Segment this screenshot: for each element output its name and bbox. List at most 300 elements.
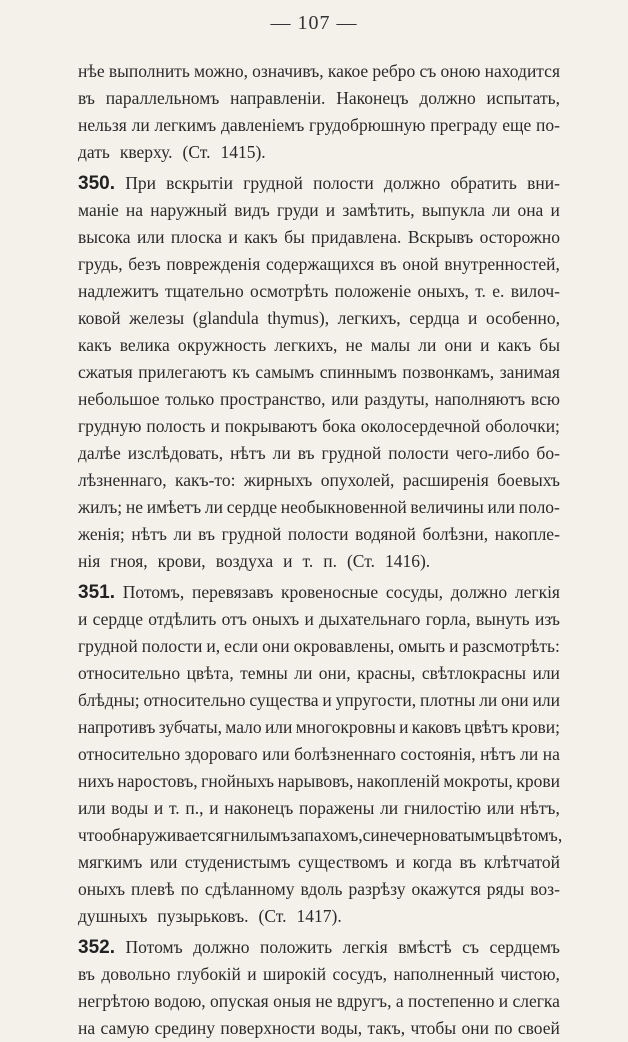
word: сдѣланному bbox=[204, 879, 295, 899]
word: не bbox=[125, 497, 143, 517]
word: накопленій bbox=[356, 771, 440, 791]
word: или bbox=[331, 389, 359, 409]
word: пузырьковъ. bbox=[157, 906, 249, 926]
word: нихъ bbox=[78, 771, 114, 791]
word: легкимъ bbox=[154, 115, 217, 135]
text-line bbox=[78, 494, 560, 521]
text-line bbox=[78, 359, 560, 386]
word: придавлена. bbox=[311, 227, 402, 247]
word: внутренностей, bbox=[444, 254, 560, 274]
word: легкія bbox=[342, 937, 388, 957]
word: или bbox=[532, 663, 560, 683]
word: разсмотрѣть: bbox=[462, 636, 560, 656]
word: окровавлены, bbox=[293, 636, 395, 656]
text-line bbox=[78, 278, 560, 305]
word: надлежитъ bbox=[78, 281, 159, 301]
word: она bbox=[517, 200, 544, 220]
text-line bbox=[78, 386, 560, 413]
word: поло- bbox=[518, 497, 560, 517]
word: нѣтъ bbox=[131, 524, 167, 544]
word: если bbox=[224, 636, 259, 656]
word: поражены bbox=[298, 798, 375, 818]
word: (Ст. bbox=[258, 906, 287, 926]
word: вилоч- bbox=[510, 281, 560, 301]
word: нѣтъ bbox=[480, 744, 516, 764]
text-line bbox=[78, 197, 560, 224]
text-line bbox=[78, 305, 560, 332]
word: грудную bbox=[78, 416, 142, 436]
word: гнилостію bbox=[403, 798, 482, 818]
word: означивъ, bbox=[252, 61, 324, 81]
word: дыхательнаго bbox=[319, 609, 421, 629]
word: полости bbox=[287, 524, 349, 544]
word: душныхъ bbox=[78, 906, 148, 926]
word: боевыхъ bbox=[497, 470, 560, 490]
word: крови; bbox=[511, 717, 560, 737]
word: груди bbox=[276, 200, 319, 220]
word: грудной bbox=[321, 443, 382, 463]
word: такъ, bbox=[367, 1018, 406, 1038]
word: болѣзненнаго bbox=[294, 744, 396, 764]
word: къ bbox=[232, 362, 250, 382]
word: разрѣзу bbox=[348, 879, 406, 899]
word: можно, bbox=[193, 61, 248, 81]
word: воздуха bbox=[215, 551, 274, 571]
word: поврежденія bbox=[166, 254, 261, 274]
word: вынуть bbox=[475, 609, 530, 629]
word: необыкновенной bbox=[280, 497, 407, 517]
word: въ bbox=[459, 852, 477, 872]
word: должно bbox=[383, 173, 441, 193]
word: малы bbox=[370, 335, 411, 355]
word: испытать, bbox=[486, 88, 560, 108]
word: и bbox=[210, 416, 220, 436]
word: нѣтъ, bbox=[519, 798, 560, 818]
word: водою, bbox=[154, 991, 206, 1011]
word: оныхъ bbox=[78, 879, 126, 899]
word: е. bbox=[492, 281, 505, 301]
word: покрываютъ bbox=[224, 416, 318, 436]
word: осторожно bbox=[479, 227, 560, 247]
word: воды, bbox=[320, 1018, 363, 1038]
word: сосуды, bbox=[385, 582, 444, 602]
word: изъ bbox=[534, 609, 560, 629]
word: т. bbox=[475, 281, 486, 301]
word: или bbox=[149, 852, 178, 872]
word: и bbox=[480, 335, 490, 355]
word: и bbox=[325, 200, 336, 220]
word: чего-либо bbox=[455, 443, 530, 463]
section-start-line bbox=[78, 579, 560, 606]
word: что bbox=[78, 825, 103, 845]
word: негрѣтою bbox=[78, 991, 150, 1011]
word: преграду bbox=[430, 115, 498, 135]
word: имѣетъ bbox=[146, 497, 202, 517]
word: величины bbox=[410, 497, 484, 517]
word: нельзя bbox=[78, 115, 127, 135]
word: мокроты, bbox=[443, 771, 513, 791]
word: легкія bbox=[514, 582, 560, 602]
word: и bbox=[304, 609, 314, 629]
section-number: 350. bbox=[78, 173, 115, 194]
word: плоска bbox=[170, 227, 222, 247]
text-line bbox=[78, 961, 560, 988]
word: какъ bbox=[78, 335, 112, 355]
word: содержащихся bbox=[265, 254, 375, 274]
word: высока bbox=[78, 227, 131, 247]
word: сердце bbox=[92, 609, 143, 629]
word: въ bbox=[78, 88, 95, 108]
text-line bbox=[78, 606, 560, 633]
word: самымъ bbox=[255, 362, 315, 382]
word: свѣтлокрасны bbox=[421, 663, 526, 683]
text-line bbox=[78, 988, 560, 1015]
text-line bbox=[78, 251, 560, 278]
word: осмотрѣть bbox=[250, 281, 329, 301]
word: и, bbox=[206, 636, 221, 656]
word: и bbox=[283, 551, 293, 571]
word: мягкимъ bbox=[78, 852, 143, 872]
word: изслѣдовать, bbox=[127, 443, 224, 463]
word: относительно bbox=[143, 690, 246, 710]
word: еще bbox=[502, 115, 532, 135]
word: ли bbox=[204, 497, 223, 517]
word: жирныхъ bbox=[243, 470, 313, 490]
word: кровеносные bbox=[280, 582, 379, 602]
word: существа bbox=[249, 690, 319, 710]
word: относительно bbox=[78, 663, 181, 683]
word: обнаруживается bbox=[102, 825, 224, 845]
word: всю bbox=[530, 389, 560, 409]
word: чтобы bbox=[410, 1018, 457, 1038]
text-line bbox=[78, 660, 560, 687]
word: оной bbox=[402, 254, 439, 274]
word: цвѣтомъ, bbox=[494, 825, 563, 845]
word: глубокій bbox=[176, 964, 241, 984]
word: п. bbox=[323, 551, 337, 571]
word: они bbox=[444, 335, 472, 355]
text-line bbox=[78, 224, 560, 251]
text-line bbox=[78, 822, 563, 849]
word: и bbox=[228, 227, 238, 247]
text-line bbox=[78, 876, 560, 903]
word: полости bbox=[313, 173, 374, 193]
text-line bbox=[78, 795, 560, 822]
page-number: — 107 — bbox=[270, 12, 358, 34]
word: должно bbox=[450, 582, 508, 602]
word: ковой bbox=[78, 308, 121, 328]
word: легкихъ, bbox=[274, 335, 338, 355]
word: видъ bbox=[234, 200, 270, 220]
word: слегка bbox=[512, 991, 560, 1011]
word: крови, bbox=[157, 551, 206, 571]
word: прилегаютъ bbox=[138, 362, 227, 382]
word: или bbox=[136, 227, 165, 247]
word: они, bbox=[318, 663, 351, 683]
text-line bbox=[78, 741, 560, 768]
word: ли bbox=[479, 690, 498, 710]
word: ли bbox=[520, 744, 539, 764]
word: какое bbox=[327, 61, 369, 81]
word: синечерноватымъ bbox=[362, 825, 495, 845]
word: отдѣлить bbox=[148, 609, 217, 629]
word: сосудъ, bbox=[332, 964, 388, 984]
word: ли bbox=[380, 798, 399, 818]
word: направленіи. bbox=[230, 88, 326, 108]
word: они bbox=[262, 636, 290, 656]
word: вни- bbox=[527, 173, 560, 193]
word: нія bbox=[78, 551, 101, 571]
text-line bbox=[78, 633, 560, 660]
word: выпукла bbox=[421, 200, 485, 220]
word: бы bbox=[284, 227, 305, 247]
word: обратить bbox=[450, 173, 517, 193]
text-line bbox=[78, 467, 560, 494]
word: кверху. bbox=[119, 142, 173, 162]
word: клѣтчатой bbox=[483, 852, 560, 872]
word: на bbox=[542, 744, 560, 764]
word: водяной bbox=[355, 524, 416, 544]
text-line bbox=[78, 768, 560, 795]
word: когда bbox=[412, 852, 452, 872]
word: состоянія, bbox=[400, 744, 476, 764]
word: дать bbox=[78, 142, 110, 162]
word: грудной bbox=[78, 636, 138, 656]
word: упругости, bbox=[335, 690, 417, 710]
word: самую bbox=[100, 1018, 150, 1038]
body-text bbox=[78, 58, 563, 1042]
word: ли bbox=[294, 663, 313, 683]
word: они bbox=[501, 690, 529, 710]
word: или bbox=[264, 717, 293, 737]
word: бо- bbox=[536, 443, 560, 463]
section-start-line bbox=[78, 170, 560, 197]
word: должно bbox=[193, 937, 250, 957]
word: красны, bbox=[357, 663, 416, 683]
word: вмѣстѣ bbox=[398, 937, 452, 957]
word: довольно bbox=[101, 964, 171, 984]
text-line bbox=[78, 332, 560, 359]
word: темны bbox=[240, 663, 288, 683]
word: грудной bbox=[243, 173, 303, 193]
word: т. bbox=[302, 551, 314, 571]
section-number: 351. bbox=[78, 582, 115, 603]
text-line bbox=[78, 440, 560, 467]
word: средину bbox=[154, 1018, 216, 1038]
word: вскрытіи bbox=[166, 173, 233, 193]
word: полости bbox=[141, 636, 203, 656]
word: давленіемъ bbox=[220, 115, 305, 135]
word: жилъ; bbox=[78, 497, 123, 517]
word: раздуты, bbox=[364, 389, 429, 409]
word: тщательно bbox=[165, 281, 244, 301]
word: сердца bbox=[409, 308, 460, 328]
word: съ bbox=[419, 61, 437, 81]
word: накопле- bbox=[494, 524, 560, 544]
word: 1417). bbox=[296, 906, 342, 926]
section-number: 352. bbox=[78, 937, 115, 958]
word: п., bbox=[185, 798, 204, 818]
word: опуская bbox=[210, 991, 269, 1011]
text-line bbox=[78, 548, 560, 575]
word: расширенія bbox=[402, 470, 489, 490]
word: и bbox=[399, 717, 409, 737]
word: а bbox=[395, 991, 404, 1011]
word: нѣе bbox=[78, 61, 105, 81]
word: плотны bbox=[419, 690, 476, 710]
word: и bbox=[322, 690, 332, 710]
word: наружный bbox=[150, 200, 227, 220]
word: цвѣта, bbox=[186, 663, 234, 683]
word: (Ст. bbox=[346, 551, 375, 571]
word: находится bbox=[484, 61, 560, 81]
word: сердце bbox=[226, 497, 278, 517]
word: вдругъ, bbox=[336, 991, 392, 1011]
word: пространство, bbox=[219, 389, 326, 409]
word: мало bbox=[225, 717, 262, 737]
word: велика bbox=[119, 335, 170, 355]
word: или bbox=[78, 798, 106, 818]
word: крови bbox=[516, 771, 560, 791]
word: т. bbox=[168, 798, 180, 818]
word: 1416). bbox=[384, 551, 431, 571]
word: оныхъ, bbox=[417, 281, 469, 301]
word: наполненный bbox=[393, 964, 494, 984]
word: Вскрывъ bbox=[407, 227, 474, 247]
word: чистою, bbox=[500, 964, 560, 984]
word: и bbox=[468, 308, 478, 328]
word: какъ bbox=[244, 227, 278, 247]
word: далѣе bbox=[78, 443, 121, 463]
word: и bbox=[153, 798, 164, 818]
word: омыть bbox=[398, 636, 446, 656]
word: и bbox=[550, 200, 560, 220]
word: постепенно bbox=[407, 991, 495, 1011]
word: по- bbox=[536, 115, 560, 135]
word: thymus), bbox=[267, 308, 330, 328]
word: относительно bbox=[78, 744, 181, 764]
word: бока bbox=[322, 416, 356, 436]
word: нарывовъ, bbox=[277, 771, 354, 791]
word: какъ bbox=[497, 335, 532, 355]
word: нѣтъ bbox=[230, 443, 266, 463]
word: здороваго bbox=[184, 744, 258, 764]
word: какъ-то: bbox=[175, 470, 236, 490]
word: выполнить bbox=[108, 61, 190, 81]
word: каковъ bbox=[411, 717, 462, 737]
word: замѣтить, bbox=[342, 200, 415, 220]
word: 1415). bbox=[220, 142, 266, 162]
word: оныхъ bbox=[252, 609, 300, 629]
word: перевязавъ bbox=[191, 582, 274, 602]
word: горла, bbox=[425, 609, 471, 629]
word: гноя, bbox=[110, 551, 148, 571]
word: положеніе bbox=[334, 281, 412, 301]
word: ряды bbox=[486, 879, 525, 899]
text-line bbox=[78, 687, 560, 714]
word: въ bbox=[78, 964, 95, 984]
word: безъ bbox=[128, 254, 161, 274]
word: бы bbox=[539, 335, 560, 355]
word: и bbox=[247, 964, 257, 984]
word: на bbox=[78, 1018, 96, 1038]
word: цвѣтъ bbox=[464, 717, 509, 737]
text-line bbox=[78, 903, 560, 930]
word: не bbox=[345, 335, 363, 355]
word: полость bbox=[146, 416, 206, 436]
word: опухолей, bbox=[320, 470, 395, 490]
word: Потомъ bbox=[125, 937, 183, 957]
word: и bbox=[78, 609, 88, 629]
word: блѣдны; bbox=[78, 690, 140, 710]
word: спиннымъ bbox=[319, 362, 397, 382]
word: сжатыя bbox=[78, 362, 133, 382]
word: или bbox=[532, 690, 560, 710]
word: лѣзненнаго, bbox=[78, 470, 167, 490]
text-line bbox=[78, 85, 560, 112]
word: наполняютъ bbox=[434, 389, 526, 409]
word: не bbox=[315, 991, 333, 1011]
word: ли bbox=[173, 524, 192, 544]
text-line bbox=[78, 413, 560, 440]
word: ли bbox=[492, 200, 511, 220]
word: по bbox=[494, 1018, 513, 1038]
word: по bbox=[180, 879, 199, 899]
word: запахомъ, bbox=[290, 825, 363, 845]
word: грудь, bbox=[78, 254, 123, 274]
word: плевѣ bbox=[131, 879, 175, 899]
word: въ bbox=[297, 443, 315, 463]
word: околосердечной bbox=[360, 416, 481, 436]
word: Наконецъ bbox=[336, 88, 409, 108]
word: занимая bbox=[499, 362, 560, 382]
word: или bbox=[487, 497, 515, 517]
text-line bbox=[78, 1015, 560, 1042]
word: или bbox=[262, 744, 290, 764]
word: широкій bbox=[263, 964, 327, 984]
section-start-line bbox=[78, 934, 560, 961]
word: и bbox=[449, 636, 459, 656]
word: полости bbox=[388, 443, 449, 463]
word: напротивъ bbox=[78, 717, 156, 737]
word: оныя bbox=[273, 991, 312, 1011]
text-line bbox=[78, 112, 560, 139]
word: и bbox=[395, 852, 405, 872]
word: гнойныхъ bbox=[201, 771, 275, 791]
word: параллельномъ bbox=[105, 88, 220, 108]
word: наконецъ bbox=[224, 798, 294, 818]
word: и bbox=[498, 991, 509, 1011]
word: многокровны bbox=[295, 717, 396, 737]
word: воз- bbox=[530, 879, 560, 899]
word: окружность bbox=[177, 335, 267, 355]
word: студенистымъ bbox=[184, 852, 291, 872]
word: грудобрюшную bbox=[309, 115, 426, 135]
word: оною bbox=[440, 61, 481, 81]
word: гнилымъ bbox=[223, 825, 291, 845]
word: особенно, bbox=[485, 308, 560, 328]
text-line bbox=[78, 849, 560, 876]
word: маніе bbox=[78, 200, 119, 220]
word: на bbox=[125, 200, 144, 220]
word: (Ст. bbox=[182, 142, 211, 162]
word: своей bbox=[517, 1018, 560, 1038]
word: зубчаты, bbox=[158, 717, 222, 737]
word: они bbox=[461, 1018, 489, 1038]
word: наростовъ, bbox=[117, 771, 198, 791]
word: оболочки; bbox=[485, 416, 560, 436]
text-line bbox=[78, 139, 560, 166]
